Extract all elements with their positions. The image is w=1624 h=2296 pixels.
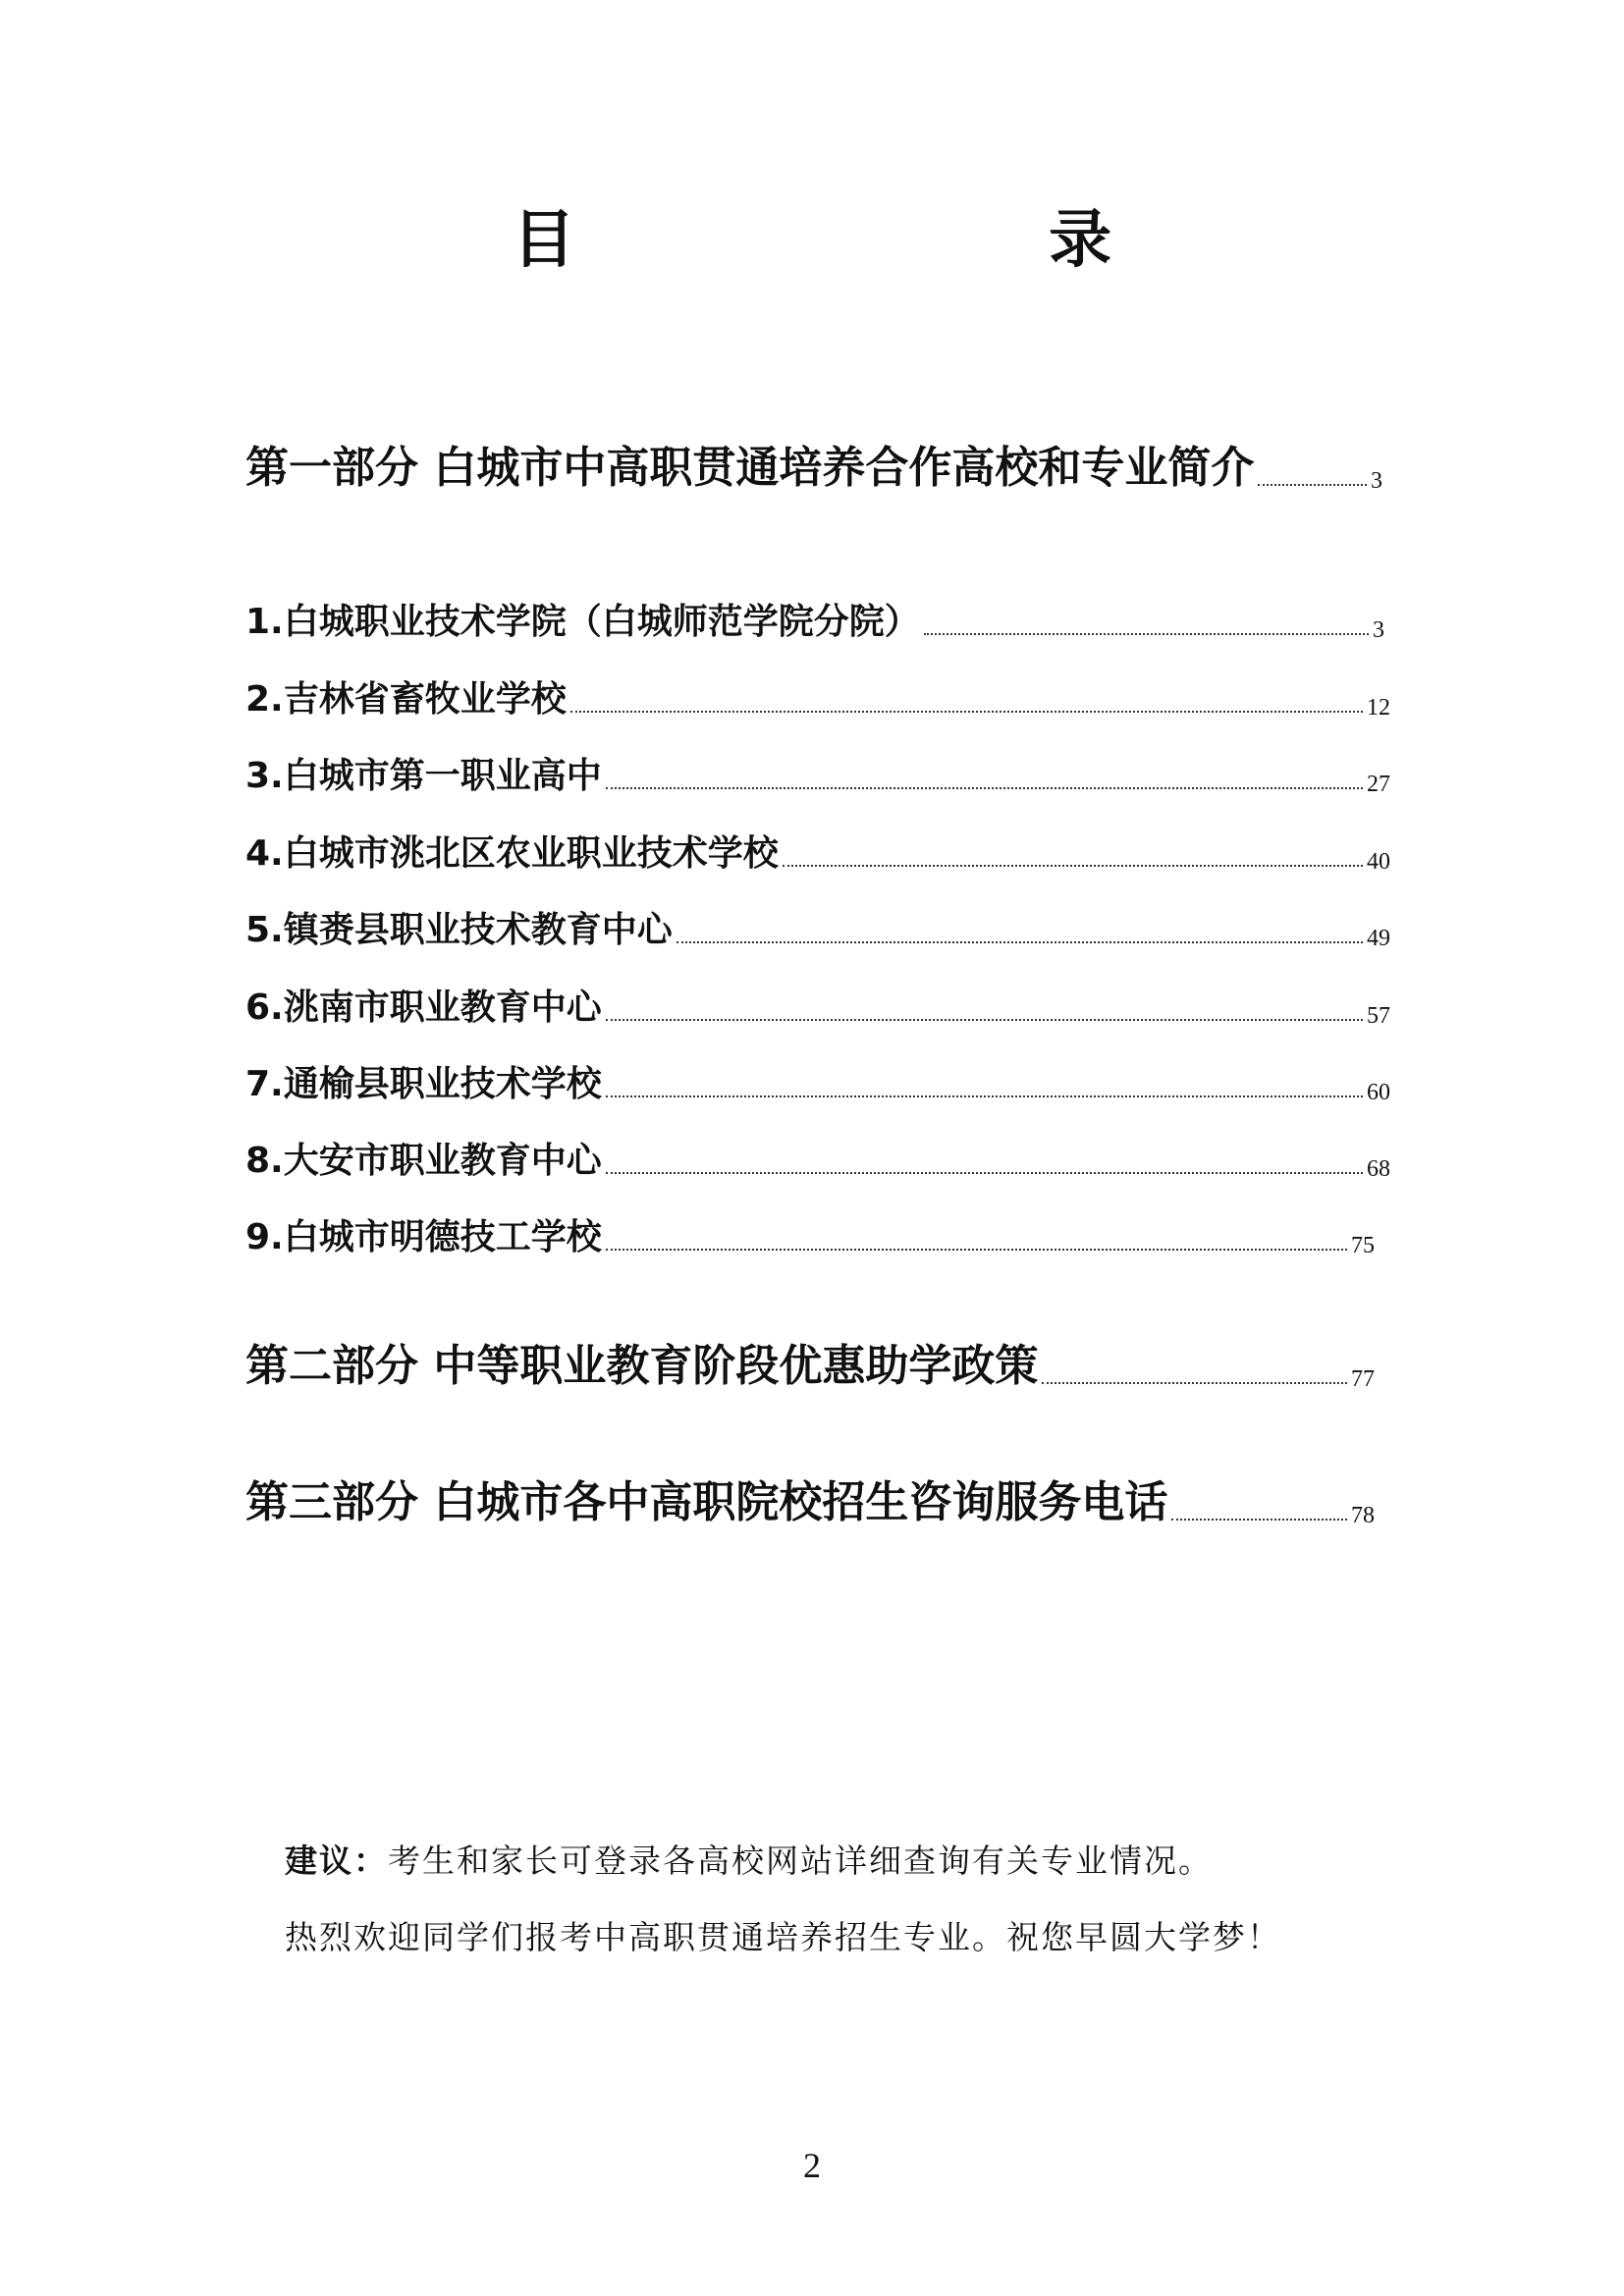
toc-item-2[interactable] — [245, 671, 1390, 721]
toc-item-label: 1.白城职业技术学院（白城师范学院分院） — [245, 602, 920, 642]
toc-item-label: 2.吉林省畜牧业学校 — [245, 679, 567, 720]
toc-item-7[interactable] — [245, 1056, 1390, 1106]
advice-note-line-2: 热烈欢迎同学们报考中高职贯通培养招生专业。祝您早圆大学梦！ — [285, 1918, 1281, 1956]
toc-item-4[interactable] — [245, 826, 1390, 876]
toc-leader — [1258, 484, 1367, 486]
toc-part-1[interactable] — [245, 432, 1382, 495]
toc-leader — [783, 865, 1363, 867]
toc-item-8[interactable] — [245, 1133, 1390, 1183]
toc-part-2-label: 第二部分 中等职业教育阶段优惠助学政策 — [245, 1341, 1039, 1391]
toc-leader — [570, 711, 1363, 713]
toc-item-label: 4.白城市洮北区农业职业技术学校 — [245, 833, 779, 874]
toc-part-1-page: 3 — [1371, 468, 1382, 494]
toc-item-page: 57 — [1367, 1003, 1390, 1029]
advice-label: 建议： — [285, 1842, 388, 1880]
toc-item-page: 75 — [1351, 1233, 1375, 1258]
toc-part-3-label: 第三部分 白城市各中高职院校招生咨询服务电话 — [245, 1477, 1168, 1527]
toc-item-page: 40 — [1367, 849, 1390, 875]
toc-item-page: 60 — [1367, 1080, 1390, 1105]
toc-leader — [606, 1095, 1363, 1097]
toc-part-3[interactable] — [245, 1467, 1375, 1529]
toc-part-2[interactable] — [245, 1330, 1375, 1393]
toc-item-label: 7.通榆县职业技术学校 — [245, 1064, 602, 1104]
toc-leader — [606, 787, 1363, 789]
toc-item-page: 3 — [1373, 617, 1384, 643]
toc-part-3-page: 78 — [1351, 1503, 1375, 1528]
toc-leader — [1171, 1519, 1347, 1521]
toc-leader — [677, 941, 1363, 943]
toc-item-3[interactable] — [245, 748, 1390, 798]
toc-item-label: 9.白城市明德技工学校 — [245, 1217, 602, 1257]
advice-text: 考生和家长可登录各高校网站详细查询有关专业情况。 — [388, 1842, 1213, 1880]
toc-leader — [606, 1249, 1347, 1251]
toc-item-page: 49 — [1367, 926, 1390, 951]
toc-item-page: 12 — [1367, 695, 1390, 721]
toc-item-page: 68 — [1367, 1156, 1390, 1182]
advice-note-line-1 — [285, 1836, 1213, 1882]
toc-leader — [924, 633, 1369, 635]
toc-leader — [606, 1172, 1363, 1174]
toc-item-6[interactable] — [245, 980, 1390, 1030]
toc-item-label: 5.镇赉县职业技术教育中心 — [245, 910, 673, 950]
toc-item-label: 8.大安市职业教育中心 — [245, 1141, 602, 1181]
toc-part-2-page: 77 — [1351, 1366, 1375, 1392]
toc-item-9[interactable] — [245, 1209, 1375, 1259]
page-title: 目 录 — [512, 204, 1338, 277]
toc-item-label: 3.白城市第一职业高中 — [245, 756, 602, 796]
toc-part-1-label: 第一部分 白城市中高职贯通培养合作高校和专业简介 — [245, 443, 1255, 493]
toc-item-label: 6.洮南市职业教育中心 — [245, 988, 602, 1028]
page-number: 2 — [803, 2146, 821, 2185]
toc-item-page: 27 — [1367, 772, 1390, 797]
toc-leader — [606, 1019, 1363, 1021]
toc-item-5[interactable] — [245, 902, 1390, 952]
toc-leader — [1042, 1382, 1347, 1384]
toc-item-1[interactable] — [245, 594, 1384, 644]
